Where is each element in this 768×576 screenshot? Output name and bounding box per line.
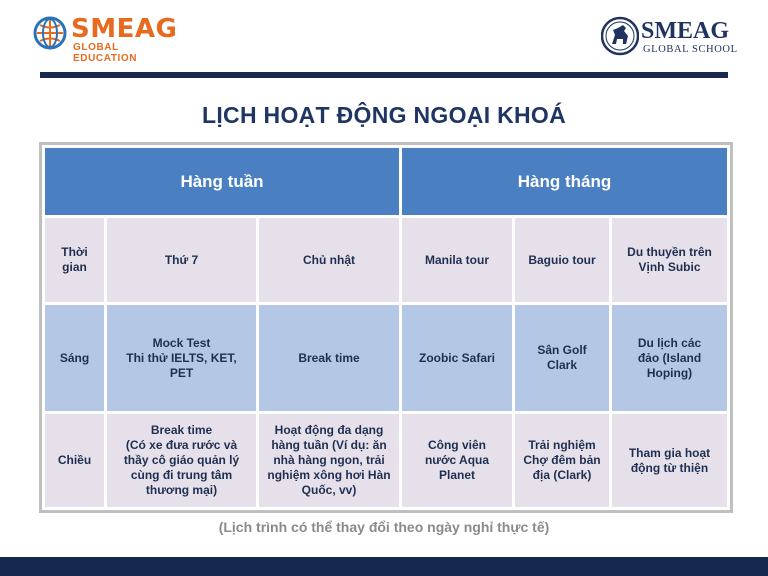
row-label-morning: Sáng	[45, 305, 104, 411]
schedule-change-note: (Lịch trình có thể thay đổi theo ngày nghỉ thực tế)	[218, 519, 550, 535]
horse-seal-icon	[601, 16, 639, 56]
activity-schedule-table	[42, 145, 730, 510]
afternoon-saturday-cell: Break time (Có xe đưa rước và thầy cô giáo quản lý cùng đi trung tâm thương mại)	[107, 414, 256, 507]
weekly-group-header: Hàng tuần	[45, 148, 399, 215]
footer-bar	[0, 557, 768, 576]
morning-sunday-cell: Break time	[259, 305, 399, 411]
afternoon-baguio-cell: Trải nghiệm Chợ đêm bản địa (Clark)	[515, 414, 609, 507]
column-header-manila-tour: Manila tour	[402, 218, 512, 302]
column-header-time: Thời gian	[45, 218, 104, 302]
afternoon-manila-cell: Công viên nước Aqua Planet	[402, 414, 512, 507]
left-logo-brand: SMEAG	[71, 14, 178, 44]
right-logo-brand: SMEAG	[641, 18, 730, 44]
afternoon-subic-cell: Tham gia hoạt động từ thiện	[612, 414, 727, 507]
column-header-sunday: Chủ nhật	[259, 218, 399, 302]
morning-saturday-cell: Mock Test Thi thử IELTS, KET, PET	[107, 305, 256, 411]
smeag-global-education-logo	[33, 14, 183, 64]
smeag-global-school-logo	[601, 16, 741, 60]
header-divider	[40, 72, 728, 78]
afternoon-sunday-cell: Hoạt động đa dạng hàng tuần (Ví dụ: ăn nhà hàng ngon, trải nghiệm xông hơi Hàn Quốc, vv)	[259, 414, 399, 507]
morning-baguio-cell: Sân Golf Clark	[515, 305, 609, 411]
globe-logo-icon	[33, 16, 67, 50]
left-logo-tagline: GLOBAL EDUCATION	[73, 42, 138, 64]
row-label-afternoon: Chiều	[45, 414, 104, 507]
column-header-saturday: Thứ 7	[107, 218, 256, 302]
morning-manila-cell: Zoobic Safari	[402, 305, 512, 411]
page-title: LỊCH HOẠT ĐỘNG NGOẠI KHOÁ	[202, 102, 566, 128]
right-logo-tagline: GLOBAL SCHOOL	[643, 44, 738, 55]
column-header-subic-cruise: Du thuyền trên Vịnh Subic	[612, 218, 727, 302]
monthly-group-header: Hàng tháng	[402, 148, 727, 215]
morning-subic-cell: Du lịch các đảo (Island Hoping)	[612, 305, 727, 411]
column-header-baguio-tour: Baguio tour	[515, 218, 609, 302]
